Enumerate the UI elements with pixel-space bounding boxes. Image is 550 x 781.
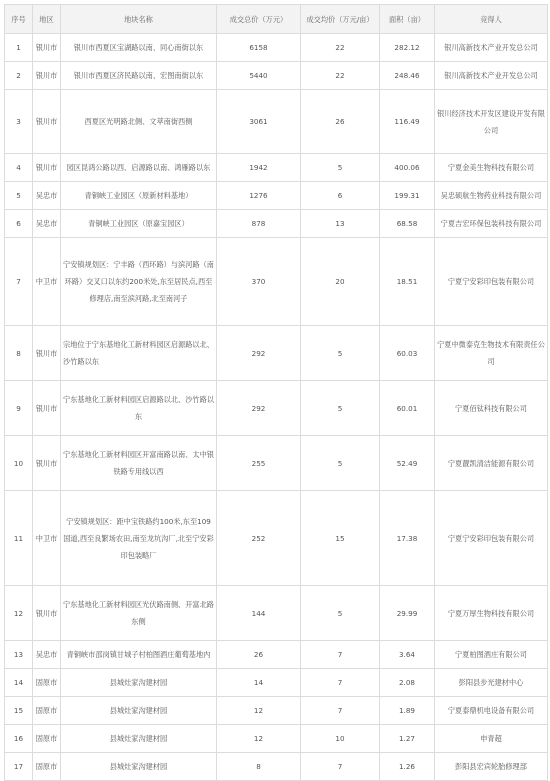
cell-avg-price: 20 — [301, 238, 380, 326]
cell-no: 14 — [5, 669, 33, 697]
cell-plot: 银川市西夏区济民路以南、宏图南街以东 — [61, 62, 217, 90]
table-header-row — [5, 5, 548, 34]
cell-area: 116.49 — [380, 90, 435, 154]
cell-region: 银川市 — [33, 34, 61, 62]
cell-area: 52.49 — [380, 436, 435, 491]
table-row — [5, 182, 548, 210]
table-row — [5, 491, 548, 586]
cell-total-price: 292 — [217, 326, 301, 381]
cell-plot: 宁安镇规划区：距中宝铁路约100米,东至109国道,西至良繁场农田,南至龙坑沟厂,北至宁安彩印包装略厂 — [61, 491, 217, 586]
cell-plot: 园区昆鸿公路以西、启源路以南、鸿雁路以东 — [61, 154, 217, 182]
cell-plot: 银川市西夏区宝湖路以南、同心南街以东 — [61, 34, 217, 62]
cell-region: 银川市 — [33, 326, 61, 381]
cell-total-price: 12 — [217, 697, 301, 725]
cell-total-price: 26 — [217, 641, 301, 669]
cell-no: 5 — [5, 182, 33, 210]
table-row — [5, 641, 548, 669]
cell-area: 3.64 — [380, 641, 435, 669]
cell-region: 银川市 — [33, 90, 61, 154]
cell-winner: 彭阳县宏宾轮胎修理部 — [435, 753, 548, 781]
table-row — [5, 753, 548, 781]
cell-no: 4 — [5, 154, 33, 182]
cell-area: 60.03 — [380, 326, 435, 381]
table-row — [5, 697, 548, 725]
header-winner: 竞得人 — [435, 5, 548, 34]
header-no: 序号 — [5, 5, 33, 34]
cell-winner: 宁夏佰钛科技有限公司 — [435, 381, 548, 436]
cell-winner: 宁夏宁安彩印包装有限公司 — [435, 238, 548, 326]
cell-winner: 银川经济技术开发区建设开发有限公司 — [435, 90, 548, 154]
cell-no: 13 — [5, 641, 33, 669]
cell-avg-price: 22 — [301, 34, 380, 62]
cell-no: 9 — [5, 381, 33, 436]
header-area: 面积（亩） — [380, 5, 435, 34]
cell-region: 固原市 — [33, 669, 61, 697]
cell-region: 银川市 — [33, 436, 61, 491]
cell-region: 吴忠市 — [33, 641, 61, 669]
cell-avg-price: 7 — [301, 697, 380, 725]
cell-no: 17 — [5, 753, 33, 781]
cell-total-price: 252 — [217, 491, 301, 586]
cell-region: 银川市 — [33, 62, 61, 90]
cell-no: 1 — [5, 34, 33, 62]
cell-no: 15 — [5, 697, 33, 725]
cell-plot: 宁安镇规划区：宁丰路（西环路）与滨河路（南环路）交叉口以东约200米处,东至居民点,西至修理店,南至滨河路,北至南河子 — [61, 238, 217, 326]
cell-total-price: 3061 — [217, 90, 301, 154]
cell-total-price: 6158 — [217, 34, 301, 62]
land-transaction-table — [4, 4, 548, 781]
cell-region: 中卫市 — [33, 238, 61, 326]
cell-area: 2.08 — [380, 669, 435, 697]
cell-winner: 吴忠硕航生物药业科技有限公司 — [435, 182, 548, 210]
cell-plot: 宁东基地化工新材料园区光伏路南侧、开富北路东侧 — [61, 586, 217, 641]
cell-avg-price: 13 — [301, 210, 380, 238]
cell-winner: 宁夏万厚生物科技有限公司 — [435, 586, 548, 641]
cell-avg-price: 10 — [301, 725, 380, 753]
cell-avg-price: 5 — [301, 436, 380, 491]
cell-winner: 宁夏泰鼎机电设备有限公司 — [435, 697, 548, 725]
cell-avg-price: 7 — [301, 753, 380, 781]
cell-no: 3 — [5, 90, 33, 154]
cell-avg-price: 6 — [301, 182, 380, 210]
cell-total-price: 5440 — [217, 62, 301, 90]
cell-region: 固原市 — [33, 753, 61, 781]
cell-winner: 宁夏柏图酒庄有限公司 — [435, 641, 548, 669]
cell-total-price: 144 — [217, 586, 301, 641]
cell-no: 16 — [5, 725, 33, 753]
table-row — [5, 669, 548, 697]
cell-plot: 县城灶家沟建材园 — [61, 669, 217, 697]
cell-winner: 银川高新技术产业开发总公司 — [435, 34, 548, 62]
cell-plot: 宁东基地化工新材料园区开富南路以南、太中银铁路专用线以西 — [61, 436, 217, 491]
cell-winner: 宁夏中微泰克生物技术有限责任公司 — [435, 326, 548, 381]
table-row — [5, 586, 548, 641]
cell-no: 7 — [5, 238, 33, 326]
cell-winner: 宁夏金美生物科技有限公司 — [435, 154, 548, 182]
cell-area: 400.06 — [380, 154, 435, 182]
cell-no: 11 — [5, 491, 33, 586]
cell-area: 1.26 — [380, 753, 435, 781]
cell-plot: 西夏区光明路北侧、文萃南街西侧 — [61, 90, 217, 154]
cell-area: 60.01 — [380, 381, 435, 436]
cell-plot: 县城灶家沟建材园 — [61, 753, 217, 781]
table-row — [5, 34, 548, 62]
cell-region: 银川市 — [33, 381, 61, 436]
header-region: 地区 — [33, 5, 61, 34]
cell-plot: 青铜峡工业园区（原嘉宝园区） — [61, 210, 217, 238]
cell-total-price: 292 — [217, 381, 301, 436]
cell-no: 6 — [5, 210, 33, 238]
cell-region: 吴忠市 — [33, 182, 61, 210]
cell-total-price: 12 — [217, 725, 301, 753]
cell-plot: 青铜峡工业园区（原新材料基地） — [61, 182, 217, 210]
cell-area: 68.58 — [380, 210, 435, 238]
cell-avg-price: 5 — [301, 381, 380, 436]
cell-avg-price: 5 — [301, 326, 380, 381]
table-row — [5, 326, 548, 381]
cell-plot: 县城灶家沟建材园 — [61, 697, 217, 725]
cell-area: 17.38 — [380, 491, 435, 586]
cell-avg-price: 5 — [301, 154, 380, 182]
cell-region: 固原市 — [33, 725, 61, 753]
cell-avg-price: 7 — [301, 669, 380, 697]
cell-avg-price: 15 — [301, 491, 380, 586]
cell-total-price: 255 — [217, 436, 301, 491]
cell-total-price: 1276 — [217, 182, 301, 210]
cell-plot: 青铜峡市邵岗镇甘城子村柏图酒庄葡萄基地内 — [61, 641, 217, 669]
cell-area: 29.99 — [380, 586, 435, 641]
cell-winner: 银川高新技术产业开发总公司 — [435, 62, 548, 90]
table-row — [5, 725, 548, 753]
cell-region: 固原市 — [33, 697, 61, 725]
cell-winner: 彭阳县步光建材中心 — [435, 669, 548, 697]
table-row — [5, 238, 548, 326]
header-plot: 地块名称 — [61, 5, 217, 34]
table-row — [5, 154, 548, 182]
cell-no: 12 — [5, 586, 33, 641]
cell-total-price: 370 — [217, 238, 301, 326]
cell-no: 2 — [5, 62, 33, 90]
cell-region: 中卫市 — [33, 491, 61, 586]
cell-winner: 申青超 — [435, 725, 548, 753]
table-row — [5, 210, 548, 238]
cell-avg-price: 22 — [301, 62, 380, 90]
cell-area: 18.51 — [380, 238, 435, 326]
cell-winner: 宁夏吉宏环保包装科技有限公司 — [435, 210, 548, 238]
cell-area: 1.27 — [380, 725, 435, 753]
header-avg-price: 成交均价（万元/亩） — [301, 5, 380, 34]
cell-region: 银川市 — [33, 154, 61, 182]
table-row — [5, 62, 548, 90]
cell-area: 248.46 — [380, 62, 435, 90]
header-total-price: 成交总价（万元） — [217, 5, 301, 34]
cell-avg-price: 5 — [301, 586, 380, 641]
table-row — [5, 436, 548, 491]
cell-region: 吴忠市 — [33, 210, 61, 238]
cell-total-price: 14 — [217, 669, 301, 697]
cell-plot: 宗地位于宁东基地化工新材料园区启源路以北、沙竹路以东 — [61, 326, 217, 381]
table-row — [5, 381, 548, 436]
cell-area: 282.12 — [380, 34, 435, 62]
cell-plot: 宁东基地化工新材料园区启源路以北、沙竹路以东 — [61, 381, 217, 436]
cell-winner: 宁夏宁安彩印包装有限公司 — [435, 491, 548, 586]
cell-total-price: 878 — [217, 210, 301, 238]
cell-area: 1.89 — [380, 697, 435, 725]
cell-no: 10 — [5, 436, 33, 491]
cell-area: 199.31 — [380, 182, 435, 210]
cell-no: 8 — [5, 326, 33, 381]
cell-region: 银川市 — [33, 586, 61, 641]
cell-total-price: 8 — [217, 753, 301, 781]
cell-winner: 宁夏靓凯清洁能源有限公司 — [435, 436, 548, 491]
table-row — [5, 90, 548, 154]
cell-avg-price: 7 — [301, 641, 380, 669]
cell-avg-price: 26 — [301, 90, 380, 154]
cell-plot: 县城灶家沟建材园 — [61, 725, 217, 753]
cell-total-price: 1942 — [217, 154, 301, 182]
